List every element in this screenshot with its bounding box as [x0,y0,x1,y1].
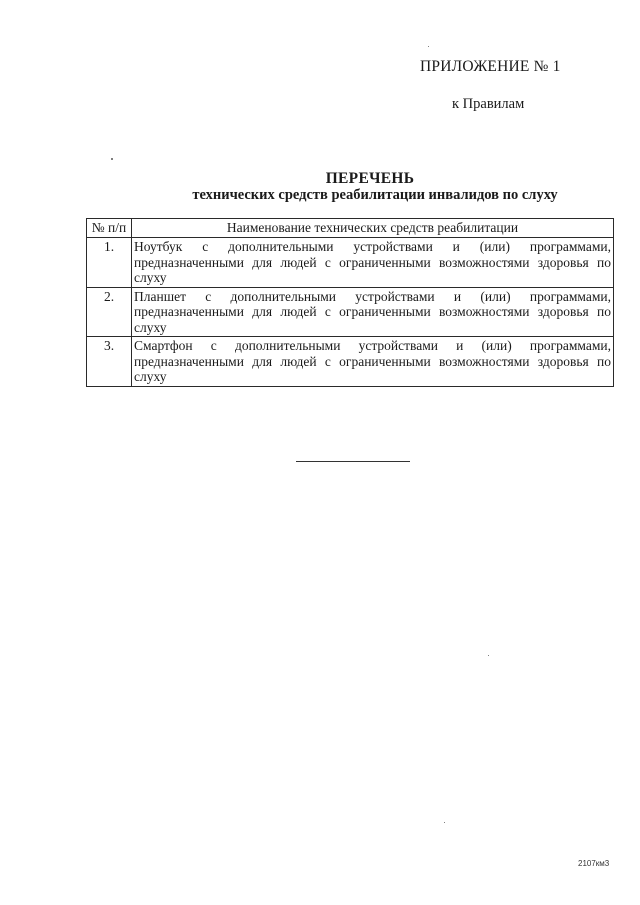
row-name: Планшет с дополнительными устройствами и (или) программами, предназначенными для людей с ограниченными возможностями здоровья по слуху [132,287,614,337]
row-name: Ноутбук с дополнительными устройствами и (или) программами, предназначенными для людей с ограниченными возможностями здоровья по слуху [132,238,614,288]
rehabilitation-aids-table [86,218,614,387]
scan-speck [111,158,113,160]
document-code: 2107км3 [578,859,610,868]
document-title: ПЕРЕЧЕНЬ [325,170,415,187]
table-row [87,337,614,387]
rules-reference: к Правилам [452,96,525,112]
table-row [87,287,614,337]
document-subtitle: технических средств реабилитации инвалидов по слуху [192,187,558,203]
row-name: Смартфон с дополнительными устройствами и (или) программами, предназначенными для людей с ограниченными возможностями здоровья по слуху [132,337,614,387]
scan-speck [488,655,489,656]
table-header-row [87,219,614,238]
scan-speck [444,822,445,823]
row-number: 3. [87,337,132,387]
end-of-list-rule [296,461,410,462]
scan-speck [428,46,429,47]
table-row [87,238,614,288]
appendix-label: ПРИЛОЖЕНИЕ № 1 [420,58,561,75]
column-header-name: Наименование технических средств реабилитации [132,219,614,238]
row-number: 1. [87,238,132,288]
row-number: 2. [87,287,132,337]
column-header-number: № п/п [87,219,132,238]
